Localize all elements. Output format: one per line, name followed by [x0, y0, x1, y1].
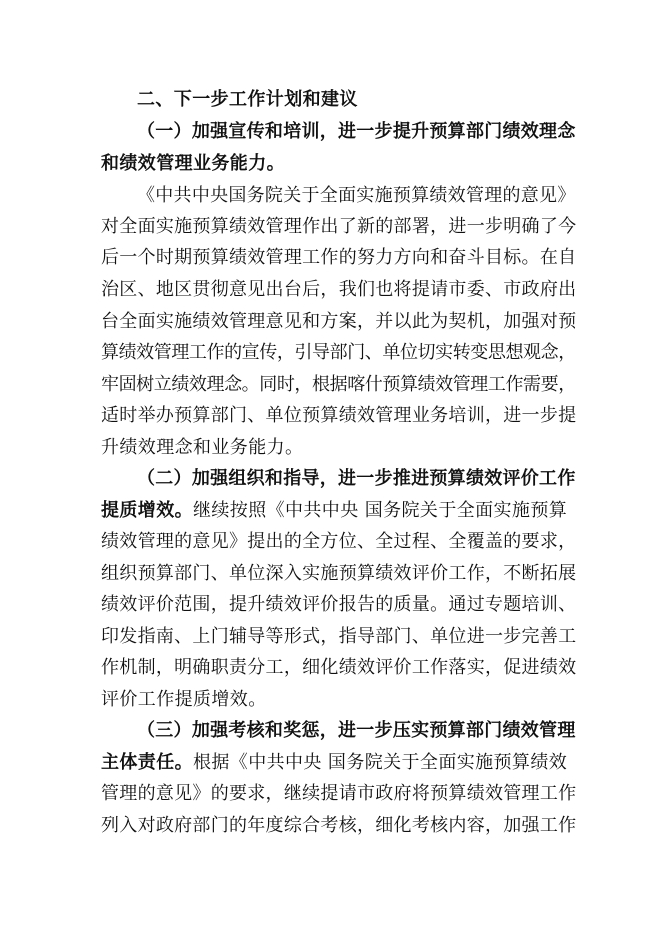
p2-line-7: 牢固树立绩效理念。同时，根据喀什预算绩效管理工作需要， [101, 374, 576, 395]
p3-line-1: （二）加强组织和指导，进一步推进预算绩效评价工作 [137, 468, 576, 489]
p2-line-9: 升绩效理念和业务能力。 [101, 437, 304, 458]
p4-line-1: （三）加强考核和奖惩，进一步压实预算部门绩效管理 [137, 720, 576, 741]
p2-line-8: 适时举办预算部门、单位预算绩效管理业务培训，进一步提 [101, 405, 577, 426]
section-heading: 二、下一步工作计划和建议 [137, 89, 358, 110]
p3-line-2 [101, 499, 567, 523]
p3-bold-lead: 提质增效。 [101, 500, 193, 521]
p3-line-7: 作机制，明确职责分工，细化绩效评价工作落实，促进绩效 [101, 657, 577, 678]
p2-line-2: 对全面实施预算绩效管理作出了新的部署，进一步明确了今 [101, 216, 577, 237]
p4-line-2-rest: 根据《中共中央 国务院关于全面实施预算绩效 [193, 752, 568, 773]
p2-line-5: 台全面实施绩效管理意见和方案，并以此为契机，加强对预 [101, 311, 577, 332]
p1-line-2: 和绩效管理业务能力。 [101, 153, 285, 174]
p3-line-6: 印发指南、上门辅导等形式，指导部门、单位进一步完善工 [101, 626, 577, 647]
p3-line-5: 绩效评价范围，提升绩效评价报告的质量。通过专题培训、 [101, 594, 577, 615]
p2-line-4: 治区、地区贯彻意见出台后，我们也将提请市委、市政府出 [101, 279, 577, 300]
p4-line-3: 管理的意见》的要求，继续提请市政府将预算绩效管理工作 [101, 783, 577, 804]
p2-line-6: 算绩效管理工作的宣传，引导部门、单位切实转变思想观念， [101, 342, 576, 363]
p4-line-4: 列入对政府部门的年度综合考核，细化考核内容，加强工作 [101, 815, 577, 836]
p1-line-1: （一）加强宣传和培训，进一步提升预算部门绩效理念 [137, 121, 576, 142]
p4-line-2 [101, 751, 567, 775]
p2-line-1: 《中共中央国务院关于全面实施预算绩效管理的意见》 [137, 185, 576, 206]
p3-line-8: 评价工作提质增效。 [101, 689, 267, 710]
p3-line-2-rest: 继续按照《中共中央 国务院关于全面实施预算 [193, 500, 568, 521]
p2-line-3: 后一个时期预算绩效管理工作的努力方向和奋斗目标。在自 [101, 247, 577, 268]
p3-line-4: 组织预算部门、单位深入实施预算绩效评价工作，不断拓展 [101, 563, 577, 584]
p4-bold-lead: 主体责任。 [101, 752, 193, 773]
p3-line-3: 绩效管理的意见》提出的全方位、全过程、全覆盖的要求， [101, 531, 577, 552]
